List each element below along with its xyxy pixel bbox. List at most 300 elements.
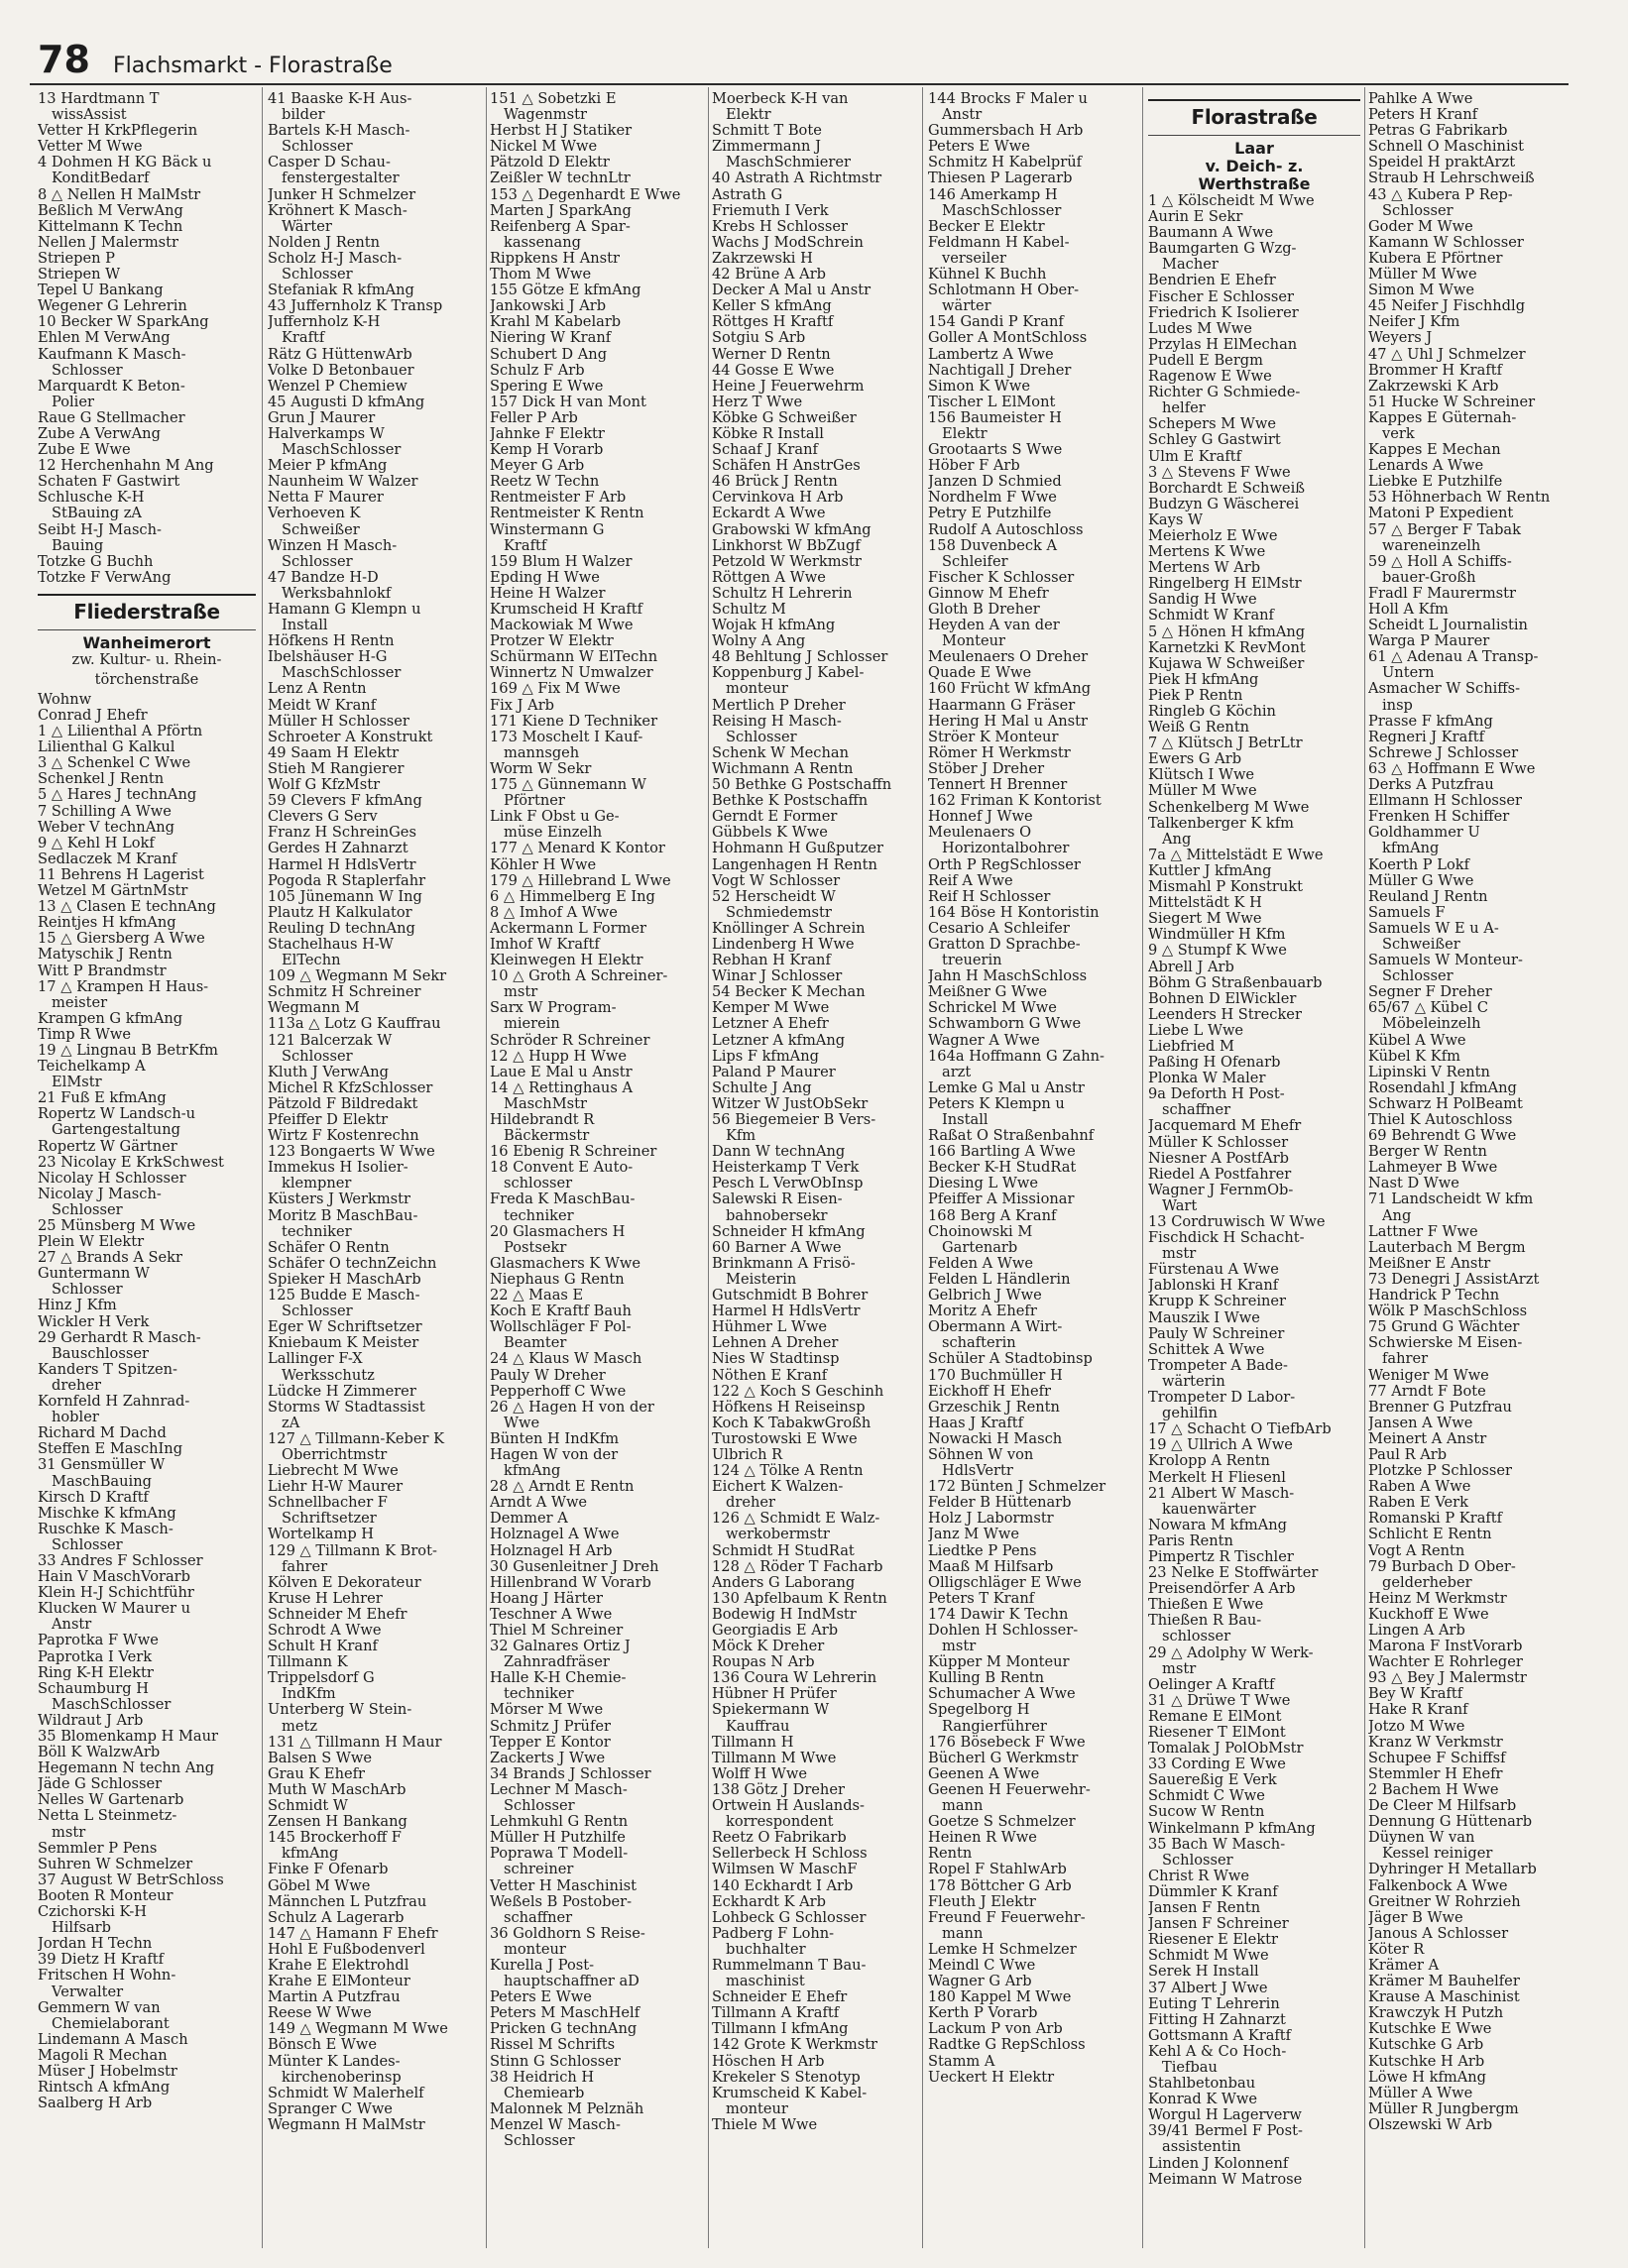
directory-entry: 124 △ Tölke A Rentn bbox=[712, 1462, 864, 1480]
directory-entry: Spiekermann W bbox=[712, 1701, 830, 1719]
directory-entry: Janzen D Schmied bbox=[928, 473, 1062, 491]
directory-entry: Tillmann I kfmAng bbox=[712, 2020, 849, 2038]
directory-entry: ElMstr bbox=[52, 1074, 102, 1091]
directory-entry: Fix J Arb bbox=[490, 696, 555, 714]
directory-entry: Geenen H Feuerwehr- bbox=[928, 1780, 1091, 1798]
directory-entry: Janz M Wwe bbox=[928, 1526, 1019, 1543]
directory-entry: 140 Eckhardt I Arb bbox=[712, 1876, 854, 1894]
directory-entry: Romanski P Kraftf bbox=[1368, 1510, 1503, 1528]
directory-entry: Holz J Labormstr bbox=[928, 1510, 1054, 1528]
directory-entry: Sellerbeck H Schloss bbox=[712, 1845, 868, 1863]
directory-entry: 170 Buchmüller H bbox=[928, 1366, 1063, 1384]
directory-entry: Matyschik J Rentn bbox=[38, 946, 173, 964]
directory-entry: Wagner G Arb bbox=[928, 1973, 1032, 1990]
directory-entry: Küsters J Werkmstr bbox=[268, 1191, 410, 1208]
directory-entry: Ellmann H Schlosser bbox=[1368, 792, 1522, 810]
directory-entry: 21 Fuß E kfmAng bbox=[38, 1089, 167, 1107]
directory-entry: Zensen H Bankang bbox=[268, 1813, 407, 1831]
directory-entry: Schulte J Ang bbox=[712, 1078, 812, 1096]
directory-entry: Totzke F VerwAng bbox=[38, 568, 172, 586]
directory-entry: Schriftsetzer bbox=[282, 1510, 377, 1528]
directory-entry: Hake R Kranf bbox=[1368, 1701, 1468, 1719]
directory-entry: Ginnow M Ehefr bbox=[928, 584, 1049, 602]
directory-entry: Gemmern W van bbox=[38, 1998, 161, 2016]
directory-entry: Lindenberg H Wwe bbox=[712, 935, 855, 953]
directory-entry: bauer-Großh bbox=[1382, 568, 1476, 586]
directory-entry: Rippkens H Anstr bbox=[490, 249, 620, 267]
directory-entry: Ringelberg H ElMstr bbox=[1148, 575, 1302, 593]
directory-entry: Geenen A Wwe bbox=[928, 1764, 1040, 1782]
directory-entry: 6 △ Himmelberg E Ing bbox=[490, 887, 655, 905]
directory-entry: Schürmann W ElTechn bbox=[490, 648, 658, 666]
directory-entry: Wegener G Lehrerin bbox=[38, 297, 187, 315]
directory-entry: Maaß M Hilfsarb bbox=[928, 1557, 1054, 1575]
directory-entry: Spranger C Wwe bbox=[268, 2099, 393, 2117]
directory-entry: Krupp K Schreiner bbox=[1148, 1293, 1287, 1310]
directory-entry: Reif H Schlosser bbox=[928, 887, 1051, 905]
directory-entry: 44 Gosse E Wwe bbox=[712, 361, 835, 379]
directory-entry: mstr bbox=[1162, 1659, 1197, 1677]
directory-entry: 146 Amerkamp H bbox=[928, 185, 1058, 203]
directory-entry: Demmer A bbox=[490, 1510, 568, 1528]
directory-entry: Handrick P Techn bbox=[1368, 1287, 1500, 1304]
directory-entry: Mismahl P Konstrukt bbox=[1148, 878, 1303, 896]
directory-entry: Schlotmann H Ober- bbox=[928, 282, 1080, 299]
directory-entry: Turostowski E Wwe bbox=[712, 1429, 858, 1447]
directory-entry: Holl A Kfm bbox=[1368, 601, 1449, 618]
directory-entry: Nicolay H Schlosser bbox=[38, 1169, 186, 1187]
directory-entry: Georgiadis E Arb bbox=[712, 1622, 839, 1639]
directory-entry: Witt P Brandmstr bbox=[38, 962, 167, 979]
directory-entry: Krause A Maschinist bbox=[1368, 1988, 1520, 2006]
directory-entry: Jansen A Wwe bbox=[1368, 1414, 1473, 1431]
directory-entry: Zakrzewski K Arb bbox=[1368, 377, 1499, 395]
directory-entry: Gelbrich J Wwe bbox=[928, 1287, 1042, 1304]
directory-entry: Hegemann N techn Ang bbox=[38, 1759, 215, 1777]
directory-entry: arzt bbox=[942, 1063, 972, 1080]
directory-entry: Höber F Arb bbox=[928, 457, 1020, 475]
column-3 bbox=[490, 91, 702, 2252]
column-6 bbox=[1148, 91, 1360, 2252]
directory-entry: Krahl M Kabelarb bbox=[490, 313, 622, 331]
directory-entry: Olszewski W Arb bbox=[1368, 2115, 1493, 2133]
directory-entry: Schüler A Stadtobinsp bbox=[928, 1350, 1093, 1368]
directory-entry: Liebfried M bbox=[1148, 1037, 1234, 1055]
directory-entry: Wärter bbox=[282, 217, 332, 235]
directory-entry: Beßlich M VerwAng bbox=[38, 201, 183, 219]
directory-entry: Schäfer O Rentn bbox=[268, 1238, 390, 1256]
directory-entry: 173 Moschelt I Kauf- bbox=[490, 728, 643, 745]
directory-entry: Plonka W Maler bbox=[1148, 1070, 1266, 1087]
directory-entry: Goller A MontSchloss bbox=[928, 329, 1088, 347]
directory-entry: Bodewig H IndMstr bbox=[712, 1605, 857, 1623]
directory-entry: MaschMstr bbox=[504, 1094, 587, 1112]
directory-entry: 158 Duvenbeck A bbox=[928, 536, 1058, 554]
directory-entry: Raue G Stellmacher bbox=[38, 408, 185, 426]
directory-entry: Scholz H-J Masch- bbox=[268, 249, 403, 267]
directory-entry: Pricken G technAng bbox=[490, 2020, 638, 2038]
directory-entry: Meulenaers O Dreher bbox=[928, 648, 1089, 666]
directory-entry: 179 △ Hillebrand L Wwe bbox=[490, 871, 671, 889]
directory-entry: Gutschmidt B Bohrer bbox=[712, 1287, 869, 1304]
directory-entry: Feller P Arb bbox=[490, 408, 578, 426]
directory-entry: Petzold W Werkmstr bbox=[712, 552, 862, 570]
street-subheading: Wanheimerort bbox=[82, 632, 211, 652]
directory-entry: fahrer bbox=[1382, 1350, 1429, 1368]
directory-entry: Paland P Maurer bbox=[712, 1063, 836, 1080]
directory-entry: Tennert H Brenner bbox=[928, 776, 1068, 794]
directory-entry: 73 Denegri J AssistArzt bbox=[1368, 1270, 1540, 1288]
directory-entry: De Cleer M Hilfsarb bbox=[1368, 1797, 1517, 1815]
directory-entry: Zahnradfräser bbox=[504, 1653, 610, 1671]
directory-entry: Zakrzewski H bbox=[712, 249, 813, 267]
directory-entry: Herbst H J Statiker bbox=[490, 122, 633, 140]
directory-entry: Möbeleinzelh bbox=[1382, 1015, 1481, 1033]
directory-entry: Rebhan H Kranf bbox=[712, 952, 831, 969]
directory-entry: Freund F Feuerwehr- bbox=[928, 1908, 1086, 1926]
directory-entry: Schaumburg H bbox=[38, 1679, 149, 1697]
directory-entry: Tillmann M Wwe bbox=[712, 1749, 837, 1766]
directory-entry: Lipinski V Rentn bbox=[1368, 1063, 1490, 1080]
directory-entry: Müller R Jungbergm bbox=[1368, 2099, 1519, 2117]
directory-entry: Reintjes H kfmAng bbox=[38, 914, 176, 932]
directory-entry: Ulm E Kraftf bbox=[1148, 447, 1241, 465]
directory-entry: Krekeler S Stenotyp bbox=[712, 2068, 861, 2086]
directory-entry: 9 △ Stumpf K Wwe bbox=[1148, 942, 1287, 960]
directory-entry: Schleifer bbox=[942, 552, 1008, 570]
directory-entry: Heyden A van der bbox=[928, 617, 1060, 634]
directory-entry: Goldhammer U bbox=[1368, 824, 1480, 842]
directory-entry: Schäfer O technZeichn bbox=[268, 1254, 437, 1272]
directory-entry: 174 Dawir K Techn bbox=[928, 1605, 1069, 1623]
directory-entry: Schmitz J Prüfer bbox=[490, 1717, 611, 1735]
directory-entry: Nelles W Gartenarb bbox=[38, 1791, 184, 1809]
directory-entry: Cesario A Schleifer bbox=[928, 919, 1070, 937]
directory-entry: Holznagel H Arb bbox=[490, 1541, 613, 1559]
directory-entry: Winar J Schlosser bbox=[712, 967, 843, 985]
directory-entry: 7 △ Klütsch J BetrLtr bbox=[1148, 735, 1303, 752]
directory-entry: Wolny A Ang bbox=[712, 632, 806, 650]
directory-entry: Lattner F Wwe bbox=[1368, 1222, 1478, 1240]
directory-entry: Nöthen E Kranf bbox=[712, 1366, 828, 1384]
street-subheading: v. Deich- z. Werthstraße bbox=[1198, 157, 1311, 193]
directory-entry: Schlosser bbox=[282, 1303, 353, 1320]
directory-entry: Raben A Wwe bbox=[1368, 1478, 1471, 1496]
directory-entry: Tillmann H bbox=[712, 1733, 794, 1751]
directory-entry: 38 Heidrich H bbox=[490, 2068, 595, 2086]
directory-entry: Röttgen A Wwe bbox=[712, 568, 826, 586]
directory-entry: Zube E Wwe bbox=[38, 441, 131, 459]
directory-entry: Hohl E Fußbodenverl bbox=[268, 1940, 425, 1958]
directory-entry: Wart bbox=[1162, 1196, 1198, 1214]
directory-entry: Derks A Putzfrau bbox=[1368, 776, 1494, 794]
directory-entry: 1 △ Lilienthal A Pförtn bbox=[38, 723, 203, 740]
directory-entry: Hagen W von der bbox=[490, 1445, 619, 1463]
directory-entry: StBauing zA bbox=[52, 505, 142, 522]
directory-entry: Sedlaczek M Kranf bbox=[38, 850, 177, 867]
directory-entry: Stieh M Rangierer bbox=[268, 759, 405, 777]
directory-entry: metz bbox=[282, 1717, 318, 1735]
directory-entry: Plautz H Kalkulator bbox=[268, 903, 412, 921]
directory-entry: Hain V MaschVorarb bbox=[38, 1568, 190, 1586]
directory-entry: Wölk P MaschSchloss bbox=[1368, 1303, 1528, 1320]
directory-entry: Anders G Laborang bbox=[712, 1573, 856, 1591]
directory-entry: Baumann A Wwe bbox=[1148, 224, 1274, 242]
directory-entry: 71 Landscheidt W kfm bbox=[1368, 1191, 1534, 1208]
directory-entry: gehilfin bbox=[1162, 1405, 1218, 1422]
directory-entry: Thom M Wwe bbox=[490, 266, 592, 284]
directory-entry: 176 Bösebeck F Wwe bbox=[928, 1733, 1086, 1751]
directory-entry: Peters K Klempn u bbox=[928, 1094, 1065, 1112]
directory-entry: Schenkel J Rentn bbox=[38, 770, 165, 788]
directory-entry: Balsen S Wwe bbox=[268, 1749, 373, 1766]
directory-entry: treuerin bbox=[942, 952, 1002, 969]
directory-entry: Grabowski W kfmAng bbox=[712, 520, 872, 538]
directory-entry: Jahn H MaschSchloss bbox=[928, 967, 1088, 985]
directory-entry: Krumscheid H Kraftf bbox=[490, 601, 643, 618]
directory-entry: Rintsch A kfmAng bbox=[38, 2079, 171, 2097]
directory-entry: 159 Blum H Walzer bbox=[490, 552, 633, 570]
directory-entry: Bendrien E Ehefr bbox=[1148, 272, 1276, 289]
directory-entry: 29 Gerhardt R Masch- bbox=[38, 1328, 201, 1346]
directory-entry: Obermann A Wirt- bbox=[928, 1318, 1063, 1336]
directory-entry: Schubert D Ang bbox=[490, 345, 608, 363]
directory-entry: Laue E Mal u Anstr bbox=[490, 1063, 633, 1080]
directory-entry: 39 Dietz H Kraftf bbox=[38, 1951, 165, 1969]
directory-entry: Spering E Wwe bbox=[490, 377, 604, 395]
directory-entry: Langenhagen H Rentn bbox=[712, 855, 877, 873]
directory-entry: Hinz J Kfm bbox=[38, 1297, 117, 1314]
directory-entry: Talkenberger K kfm bbox=[1148, 814, 1295, 832]
directory-entry: Sauereßig E Verk bbox=[1148, 1771, 1277, 1789]
directory-entry: Schmidt M Wwe bbox=[1148, 1947, 1269, 1965]
directory-entry: Harmel H HdlsVertr bbox=[268, 855, 416, 873]
directory-entry: mstr bbox=[504, 983, 538, 1001]
directory-entry: gelderheber bbox=[1382, 1573, 1472, 1591]
directory-entry: Gübbels K Wwe bbox=[712, 824, 828, 842]
directory-entry: Christ R Wwe bbox=[1148, 1867, 1249, 1884]
directory-entry: Röttges H Kraftf bbox=[712, 313, 834, 331]
directory-entry: 25 Münsberg M Wwe bbox=[38, 1217, 196, 1234]
directory-entry: Marona F InstVorarb bbox=[1368, 1638, 1523, 1655]
directory-entry: Schepers M Wwe bbox=[1148, 415, 1276, 433]
directory-entry: Lohbeck G Schlosser bbox=[712, 1908, 867, 1926]
directory-entry: 48 Behltung J Schlosser bbox=[712, 648, 888, 666]
directory-entry: 65/67 △ Kübel C bbox=[1368, 999, 1488, 1017]
column-divider bbox=[1364, 87, 1365, 2248]
directory-entry: 13 Cordruwisch W Wwe bbox=[1148, 1213, 1326, 1230]
directory-entry: Richter G Schmiede- bbox=[1148, 384, 1301, 401]
directory-entry: Letzner A Ehefr bbox=[712, 1015, 829, 1033]
directory-entry: 17 △ Krampen H Haus- bbox=[38, 977, 209, 995]
directory-entry: 153 △ Degenhardt E Wwe bbox=[490, 185, 681, 203]
directory-entry: 21 Albert W Masch- bbox=[1148, 1484, 1295, 1502]
directory-entry: Bartels K-H Masch- bbox=[268, 122, 410, 140]
directory-entry: Bauing bbox=[52, 536, 104, 554]
directory-entry: Werksschutz bbox=[282, 1366, 375, 1384]
directory-entry: 123 Bongaerts W Wwe bbox=[268, 1143, 435, 1161]
directory-entry: Diesing L Wwe bbox=[928, 1175, 1038, 1192]
directory-entry: Cervinkova H Arb bbox=[712, 489, 844, 507]
directory-entry: kauenwärter bbox=[1162, 1500, 1256, 1518]
directory-entry: 149 △ Wegmann M Wwe bbox=[268, 2020, 448, 2038]
directory-entry: Tiefbau bbox=[1162, 2058, 1218, 2076]
directory-entry: 36 Goldhorn S Reise- bbox=[490, 1924, 645, 1942]
directory-entry: MaschSchlosser bbox=[52, 1695, 172, 1713]
directory-entry: Düynen W van bbox=[1368, 1829, 1475, 1847]
directory-entry: Wohnw bbox=[38, 690, 92, 708]
directory-entry: dreher bbox=[52, 1376, 101, 1394]
directory-entry: Nowacki H Masch bbox=[928, 1429, 1063, 1447]
directory-entry: Hamann G Klempn u bbox=[268, 601, 421, 618]
directory-entry: 59 Clevers F kfmAng bbox=[268, 792, 422, 810]
directory-entry: 79 Burbach D Ober- bbox=[1368, 1557, 1516, 1575]
directory-entry: 180 Kappel M Wwe bbox=[928, 1988, 1072, 2006]
directory-entry: Felder B Hüttenarb bbox=[928, 1494, 1072, 1512]
directory-entry: 75 Grund G Wächter bbox=[1368, 1318, 1520, 1336]
directory-entry: 16 Ebenig R Schreiner bbox=[490, 1143, 657, 1161]
directory-entry: Jansen F Rentn bbox=[1148, 1899, 1261, 1917]
directory-entry: Witzer W JustObSekr bbox=[712, 1094, 869, 1112]
directory-entry: Wollschläger F Pol- bbox=[490, 1318, 632, 1336]
directory-entry: Malonnek M Pelznäh bbox=[490, 2099, 644, 2117]
directory-entry: Höfkens H Reiseinsp bbox=[712, 1398, 866, 1416]
directory-entry: 121 Balcerzak W bbox=[268, 1031, 393, 1049]
directory-entry: Dann W technAng bbox=[712, 1143, 846, 1161]
directory-entry: Paul R Arb bbox=[1368, 1445, 1448, 1463]
directory-entry: 156 Baumeister H bbox=[928, 408, 1062, 426]
directory-entry: fenstergestalter bbox=[282, 170, 400, 187]
directory-entry: Mertens K Wwe bbox=[1148, 543, 1266, 561]
directory-entry: Niephaus G Rentn bbox=[490, 1270, 625, 1288]
directory-entry: Wwe bbox=[504, 1414, 540, 1431]
directory-entry: Merkelt H Fliesenl bbox=[1148, 1468, 1286, 1486]
directory-entry: Samuels F bbox=[1368, 903, 1446, 921]
directory-entry: Fürstenau A Wwe bbox=[1148, 1261, 1279, 1279]
directory-entry: schaffner bbox=[504, 1908, 573, 1926]
directory-entry: mann bbox=[942, 1797, 984, 1815]
directory-entry: Koppenburg J Kabel- bbox=[712, 664, 865, 682]
directory-entry: Vogt W Schlosser bbox=[712, 871, 841, 889]
directory-entry: 9a Deforth H Post- bbox=[1148, 1085, 1285, 1103]
directory-entry: Moritz A Ehefr bbox=[928, 1303, 1037, 1320]
column-5 bbox=[928, 91, 1140, 2252]
directory-entry: Petry E Putzhilfe bbox=[928, 505, 1052, 522]
directory-entry: Jäger B Wwe bbox=[1368, 1908, 1463, 1926]
directory-entry: Riesener T ElMont bbox=[1148, 1724, 1286, 1741]
directory-entry: 46 Brück J Rentn bbox=[712, 473, 838, 491]
directory-entry: 109 △ Wegmann M Sekr bbox=[268, 967, 447, 985]
directory-entry: Monteur bbox=[942, 632, 1006, 650]
directory-entry: wareneinzelh bbox=[1382, 536, 1481, 554]
directory-entry: Kniebaum K Meister bbox=[268, 1334, 419, 1352]
directory-entry: Bohnen D ElWickler bbox=[1148, 989, 1297, 1007]
directory-entry: Remane E ElMont bbox=[1148, 1707, 1282, 1725]
directory-entry: Teschner A Wwe bbox=[490, 1605, 613, 1623]
directory-entry: Hillenbrand W Vorarb bbox=[490, 1573, 651, 1591]
directory-entry: Reifenberg A Spar- bbox=[490, 217, 631, 235]
directory-entry: Gerndt E Former bbox=[712, 808, 838, 826]
directory-entry: 40 Astrath A Richtmstr bbox=[712, 170, 882, 187]
directory-entry: Olligschläger E Wwe bbox=[928, 1573, 1082, 1591]
directory-entry: Schlosser bbox=[1382, 967, 1454, 985]
directory-entry: Wetzel M GärtnMstr bbox=[38, 882, 188, 900]
directory-entry: Rissel M Schrifts bbox=[490, 2036, 616, 2054]
directory-entry: Wagner A Wwe bbox=[928, 1031, 1040, 1049]
directory-entry: Kulling B Rentn bbox=[928, 1669, 1045, 1687]
street-subheading: törchenstraße bbox=[94, 670, 199, 688]
directory-entry: Quade E Wwe bbox=[928, 664, 1032, 682]
directory-entry: Richard M Dachd bbox=[38, 1424, 167, 1442]
directory-entry: Janous A Schlosser bbox=[1368, 1924, 1509, 1942]
directory-entry: Thiel M Schreiner bbox=[490, 1622, 624, 1639]
directory-entry: Schneider H kfmAng bbox=[712, 1222, 866, 1240]
directory-entry: Konrad K Wwe bbox=[1148, 2091, 1258, 2108]
directory-entry: 60 Barner A Wwe bbox=[712, 1238, 842, 1256]
directory-entry: Schlosser bbox=[282, 552, 353, 570]
directory-entry: Söhnen W von bbox=[928, 1445, 1034, 1463]
directory-entry: Polier bbox=[52, 393, 94, 410]
directory-entry: Kübel A Wwe bbox=[1368, 1031, 1466, 1049]
directory-entry: Pauly W Dreher bbox=[490, 1366, 606, 1384]
directory-entry: Kraftf bbox=[282, 329, 325, 347]
directory-entry: 31 Gensmüller W bbox=[38, 1456, 166, 1474]
directory-entry: Bönsch E Wwe bbox=[268, 2036, 378, 2054]
directory-entry: Menzel W Masch- bbox=[490, 2115, 621, 2133]
directory-entry: Halle K-H Chemie- bbox=[490, 1669, 627, 1687]
directory-entry: Segner F Dreher bbox=[1368, 983, 1492, 1001]
directory-entry: Nast D Wwe bbox=[1368, 1175, 1459, 1192]
directory-entry: Totzke G Buchh bbox=[38, 552, 154, 570]
directory-entry: Oberrichtmstr bbox=[282, 1445, 388, 1463]
directory-entry: 3 △ Stevens F Wwe bbox=[1148, 463, 1291, 481]
directory-entry: Winzen H Masch- bbox=[268, 536, 398, 554]
directory-entry: Wenzel P Chemiew bbox=[268, 377, 407, 395]
directory-entry: Ehlen M VerwAng bbox=[38, 329, 171, 347]
directory-entry: Grootaarts S Wwe bbox=[928, 441, 1063, 459]
directory-entry: kfmAng bbox=[282, 1845, 339, 1863]
directory-entry: Schlosser bbox=[52, 1200, 123, 1218]
directory-entry: 130 Apfelbaum K Rentn bbox=[712, 1589, 887, 1607]
directory-entry: Choinowski M bbox=[928, 1222, 1033, 1240]
directory-entry: 20 Glasmachers H bbox=[490, 1222, 626, 1240]
directory-entry: Lechner M Masch- bbox=[490, 1780, 628, 1798]
directory-entry: Klucken W Maurer u bbox=[38, 1600, 190, 1618]
directory-entry: Straub H Lehrschweiß bbox=[1368, 170, 1535, 187]
directory-entry: Untern bbox=[1382, 664, 1435, 682]
directory-entry: 138 Götz J Dreher bbox=[712, 1780, 845, 1798]
directory-entry: Nolden J Rentn bbox=[268, 233, 381, 251]
directory-entry: 113a △ Lotz G Kauffrau bbox=[268, 1015, 441, 1033]
directory-entry: Nachtigall J Dreher bbox=[928, 361, 1072, 379]
directory-entry: MaschSchlosser bbox=[282, 664, 402, 682]
directory-entry: Eger W Schriftsetzer bbox=[268, 1318, 422, 1336]
directory-entry: Schneider E Ehefr bbox=[712, 1988, 848, 2006]
directory-entry: 17 △ Schacht O TiefbArb bbox=[1148, 1420, 1332, 1438]
directory-entry: Wolf G KfzMstr bbox=[268, 776, 381, 794]
directory-entry: Schmiedemstr bbox=[726, 903, 832, 921]
directory-entry: Krawczyk H Putzh bbox=[1368, 2004, 1504, 2022]
directory-entry: Halverkamps W bbox=[268, 424, 385, 442]
directory-entry: Gartenarb bbox=[942, 1238, 1018, 1256]
directory-entry: Kerth P Vorarb bbox=[928, 2004, 1038, 2022]
directory-entry: Kamann W Schlosser bbox=[1368, 233, 1524, 251]
directory-entry: Piek P Rentn bbox=[1148, 686, 1243, 704]
directory-entry: Samuels W Monteur- bbox=[1368, 952, 1523, 969]
directory-entry: Schult H Kranf bbox=[268, 1638, 378, 1655]
directory-entry: Steffen E MaschIng bbox=[38, 1440, 183, 1458]
directory-entry: Tomalak J PolObMstr bbox=[1148, 1740, 1304, 1758]
